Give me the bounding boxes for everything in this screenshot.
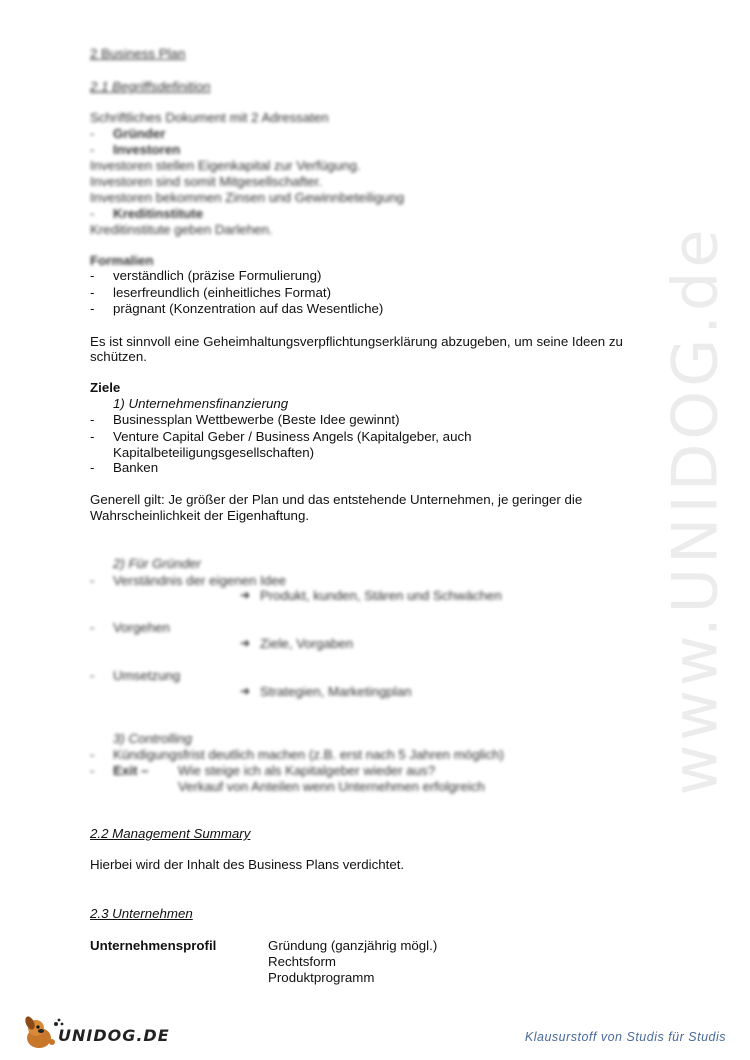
list-dash: -: [90, 268, 95, 283]
blurred-line: Verkauf von Anteilen wenn Unternehmen erfolgreich: [178, 779, 485, 794]
list-dash: -: [90, 412, 95, 427]
arrow-icon: ➜: [240, 684, 251, 698]
arrow-icon: ➜: [240, 636, 251, 650]
paragraph-generell: Generell gilt: Je größer der Plan und das entstehende Unternehmen, je geringer die: [90, 492, 583, 507]
profil-item: Produktprogramm: [268, 970, 375, 985]
blurred-line: Verständnis der eigenen Idee: [113, 573, 286, 588]
blurred-formalien-heading: Formalien: [90, 253, 154, 268]
paragraph-secrecy: Es ist sinnvoll eine Geheimhaltungsverpflichtungserklärung abzugeben, um seine Ideen zu: [90, 334, 623, 349]
blurred-line: Umsetzung: [113, 668, 181, 683]
blurred-line: Strategien, Marketingplan: [260, 684, 412, 699]
list-dash: -: [90, 763, 95, 778]
management-summary-text: Hierbei wird der Inhalt des Business Plans verdichtet.: [90, 857, 405, 872]
blurred-investors: Investoren: [113, 142, 181, 157]
management-summary-heading: 2.2 Management Summary: [90, 826, 251, 841]
formalien-item: verständlich (präzise Formulierung): [113, 268, 322, 283]
list-dash: -: [90, 301, 95, 316]
paragraph-secrecy-cont: schützen.: [90, 349, 147, 364]
list-dash: -: [90, 429, 95, 444]
list-dash: -: [90, 573, 95, 588]
unidog-logo[interactable]: [22, 1014, 170, 1052]
unternehmen-heading: 2.3 Unternehmen: [90, 906, 193, 921]
section-heading-business-plan: 2 Business Plan: [90, 46, 186, 61]
list-dash: -: [90, 142, 95, 157]
blurred-line: Ziele, Vorgaben: [260, 636, 354, 651]
logo-text: UNIDOG.DE: [58, 1026, 170, 1045]
blurred-line: Vorgehen: [113, 620, 170, 635]
list-dash: -: [90, 126, 95, 141]
profil-item: Gründung (ganzjährig mögl.): [268, 938, 438, 953]
ziele-subheading: 1) Unternehmensfinanzierung: [113, 396, 289, 411]
blurred-line: Investoren bekommen Zinsen und Gewinnbeteiligung: [90, 190, 405, 205]
unternehmensprofil-label: Unternehmensprofil: [90, 938, 217, 953]
ziele-item: Banken: [113, 460, 159, 475]
list-dash: -: [90, 620, 95, 635]
blurred-line: Investoren stellen Eigenkapital zur Verfügung.: [90, 158, 361, 173]
blurred-founders: Gründer: [113, 126, 166, 141]
footer-tagline: Klausurstoff von Studis für Studis: [524, 1030, 726, 1044]
blurred-line: Schriftliches Dokument mit 2 Adressaten: [90, 110, 329, 125]
list-dash: -: [90, 285, 95, 300]
list-dash: -: [90, 206, 95, 221]
ziele-item: Venture Capital Geber / Business Angels (Kapitalgeber, auch: [113, 429, 472, 444]
blurred-line: Kreditinstitute geben Darlehen.: [90, 222, 273, 237]
ziele-item-cont: Kapitalbeteiligungsgesellschaften): [113, 445, 315, 460]
list-dash: -: [90, 668, 95, 683]
blurred-line: Wie steige ich als Kapitalgeber wieder aus?: [178, 763, 436, 778]
list-dash: -: [90, 460, 95, 475]
arrow-icon: ➜: [240, 588, 251, 602]
blurred-exit: Exit –: [113, 763, 149, 778]
blurred-banks: Kreditinstitute: [113, 206, 204, 221]
ziele-heading: Ziele: [90, 380, 121, 395]
subheading-begriffsdefinition: 2.1 Begriffsdefinition: [90, 79, 211, 94]
blurred-line: Produkt, kunden, Stären und Schwächen: [260, 588, 502, 603]
blurred-line: Kündigungsfrist deutlich machen (z.B. erst nach 5 Jahren möglich): [113, 747, 504, 762]
blurred-subheading: 3) Controlling: [113, 731, 193, 746]
list-dash: -: [90, 747, 95, 762]
profil-item: Rechtsform: [268, 954, 336, 969]
blurred-line: Investoren sind somit Mitgesellschafter.: [90, 174, 323, 189]
watermark: www.UNIDOG.de: [658, 225, 732, 795]
blurred-subheading: 2) Für Gründer: [113, 556, 201, 571]
formalien-item: prägnant (Konzentration auf das Wesentliche): [113, 301, 384, 316]
ziele-item: Businessplan Wettbewerbe (Beste Idee gewinnt): [113, 412, 400, 427]
paragraph-generell-cont: Wahrscheinlichkeit der Eigenhaftung.: [90, 508, 310, 523]
formalien-item: leserfreundlich (einheitliches Format): [113, 285, 332, 300]
